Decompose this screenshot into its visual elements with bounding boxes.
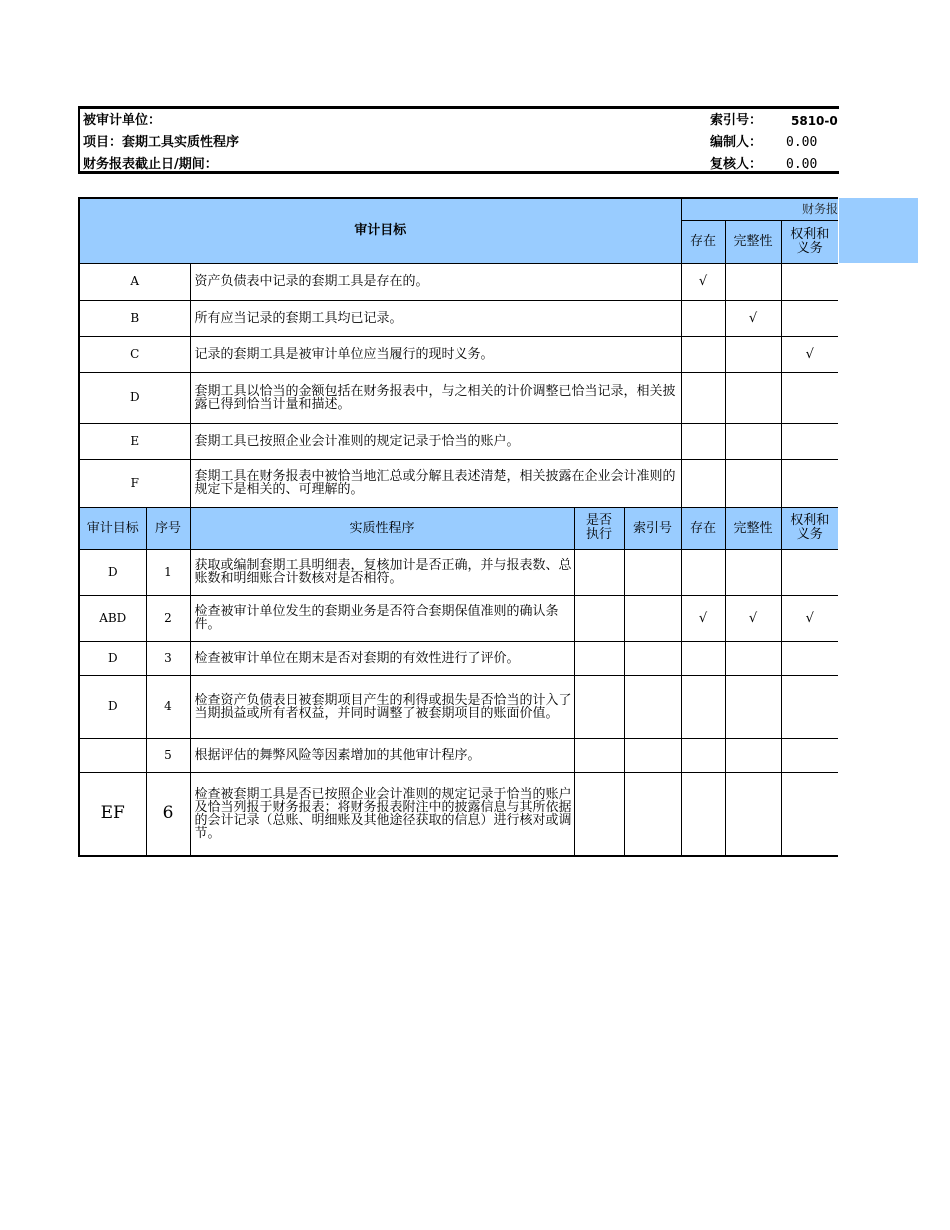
procedure-complete-cell [725,738,781,772]
procedure-index-cell[interactable] [624,595,681,641]
procedure-seq: 2 [146,595,190,641]
procedure-text: 检查被审计单位在期末是否对套期的有效性进行了评价。 [190,641,574,675]
procedure-exist-cell [681,675,725,738]
procedure-complete-cell [725,549,781,595]
procedure-text: 检查被套期工具是否已按照企业会计准则的规定记录于恰当的账户及恰当列报于财务报表；将财务报表附注中的披露信息与其所依据的会计记录（总账、明细账及其他途径获取的信息）进行核对或调节。 [190,772,574,856]
procedure-objective: D [79,641,146,675]
objective-row [79,372,838,423]
procedure-rights-cell [781,549,838,595]
objective-text: 套期工具在财务报表中被恰当地汇总或分解且表述清楚，相关披露在企业会计准则的规定下是相关的、可理解的。 [190,459,681,507]
proc-col-index: 索引号 [624,507,681,549]
objective-complete-cell [725,423,781,459]
procedure-objective: D [79,549,146,595]
procedure-row [79,738,838,772]
objective-text: 套期工具以恰当的金额包括在财务报表中，与之相关的计价调整已恰当记录，相关披露已得到恰当计量和描述。 [190,372,681,423]
procedure-complete-cell [725,641,781,675]
reviewer-label: 复核人： [710,157,763,172]
proc-col-executed [574,507,624,549]
procedure-seq: 6 [146,772,190,856]
procedure-complete-cell [725,675,781,738]
audited-unit-label: 被审计单位： [83,113,162,128]
objective-code: F [79,459,190,507]
procedure-text: 获取或编制套期工具明细表，复核加计是否正确，并与报表数、总账数和明细账合计数核对是否相符。 [190,549,574,595]
procedure-text: 检查资产负债表日被套期项目产生的利得或损失是否恰当的计入了当期损益或所有者权益，并同时调整了被套期项目的账面价值。 [190,675,574,738]
proc-col-procedure: 实质性程序 [190,507,574,549]
proc-col-complete: 完整性 [725,507,781,549]
objective-code: B [79,300,190,336]
objectives-header-row [79,198,838,220]
procedure-index-cell[interactable] [624,738,681,772]
objectives-title: 审计目标 [79,198,681,263]
objective-code: C [79,336,190,372]
objective-row [79,423,838,459]
assertion-group-label [681,198,838,220]
document-header [78,106,839,174]
objective-exist-cell [681,423,725,459]
proc-col-executed-text: 是否执行 [585,513,612,542]
proc-col-exist: 存在 [681,507,725,549]
procedure-row [79,549,838,595]
period-label: 财务报表截止日/期间： [83,157,218,172]
procedure-row [79,595,838,641]
procedure-seq: 1 [146,549,190,595]
procedure-executed-cell[interactable] [574,595,624,641]
objective-code: A [79,263,190,300]
objective-rights-cell [781,372,838,423]
procedure-index-cell[interactable] [624,549,681,595]
proc-col-rights-text: 权利和义务 [790,513,830,542]
audit-procedure-table [78,197,838,857]
procedures-header-row [79,507,838,549]
objective-text: 记录的套期工具是被审计单位应当履行的现时义务。 [190,336,681,372]
objective-row [79,263,838,300]
procedure-index-cell[interactable] [624,641,681,675]
procedure-objective: EF [79,772,146,856]
index-label: 索引号： [710,113,763,128]
procedure-index-cell[interactable] [624,675,681,738]
procedure-rights-cell: √ [781,595,838,641]
procedure-seq: 4 [146,675,190,738]
procedure-objective: ABD [79,595,146,641]
objective-complete-cell [725,372,781,423]
objective-exist-cell [681,372,725,423]
objective-rights-cell [781,423,838,459]
objective-rights-cell [781,459,838,507]
procedure-exist-cell [681,738,725,772]
procedure-complete-cell: √ [725,595,781,641]
objective-complete-cell: √ [725,300,781,336]
procedure-rights-cell [781,738,838,772]
index-value: 5810-0 [791,114,838,128]
procedure-rights-cell [781,641,838,675]
col-exist-header: 存在 [681,220,725,263]
procedure-exist-cell [681,641,725,675]
procedure-row [79,675,838,738]
objective-row [79,300,838,336]
procedure-rights-cell [781,772,838,856]
reviewer-value: 0.00 [786,157,818,172]
col-rights-header [781,220,838,263]
procedure-exist-cell: √ [681,595,725,641]
objective-rights-cell: √ [781,336,838,372]
objective-complete-cell [725,263,781,300]
preparer-label: 编制人： [710,135,763,150]
objective-row [79,459,838,507]
procedure-row [79,772,838,856]
col-complete-header: 完整性 [725,220,781,263]
procedure-seq: 3 [146,641,190,675]
procedure-executed-cell[interactable] [574,738,624,772]
objective-exist-cell [681,300,725,336]
header-fill-extension [839,198,918,263]
procedure-exist-cell [681,549,725,595]
procedure-rights-cell [781,675,838,738]
proc-col-rights [781,507,838,549]
preparer-value: 0.00 [786,135,818,150]
objective-text: 资产负债表中记录的套期工具是存在的。 [190,263,681,300]
procedure-executed-cell[interactable] [574,549,624,595]
objective-exist-cell: √ [681,263,725,300]
procedure-text: 检查被审计单位发生的套期业务是否符合套期保值准则的确认条件。 [190,595,574,641]
objective-exist-cell [681,459,725,507]
procedure-text: 根据评估的舞弊风险等因素增加的其他审计程序。 [190,738,574,772]
objective-rights-cell [781,300,838,336]
objective-complete-cell [725,459,781,507]
objective-text: 所有应当记录的套期工具均已记录。 [190,300,681,336]
procedure-exist-cell [681,772,725,856]
col-rights-text: 权利和义务 [790,226,830,256]
procedure-index-cell[interactable] [624,772,681,856]
proc-col-seq: 序号 [146,507,190,549]
procedure-objective: D [79,675,146,738]
procedure-row [79,641,838,675]
objective-code: D [79,372,190,423]
objective-text: 套期工具已按照企业会计准则的规定记录于恰当的账户。 [190,423,681,459]
objective-exist-cell [681,336,725,372]
assertion-group-text: 财务报 [801,201,838,216]
procedure-executed-cell[interactable] [574,772,624,856]
project-label: 项目：套期工具实质性程序 [83,135,240,150]
objective-row [79,336,838,372]
procedure-executed-cell[interactable] [574,641,624,675]
procedure-seq: 5 [146,738,190,772]
proc-col-objective: 审计目标 [79,507,146,549]
procedure-complete-cell [725,772,781,856]
procedure-executed-cell[interactable] [574,675,624,738]
procedure-objective [79,738,146,772]
objective-code: E [79,423,190,459]
objective-complete-cell [725,336,781,372]
objective-rights-cell [781,263,838,300]
